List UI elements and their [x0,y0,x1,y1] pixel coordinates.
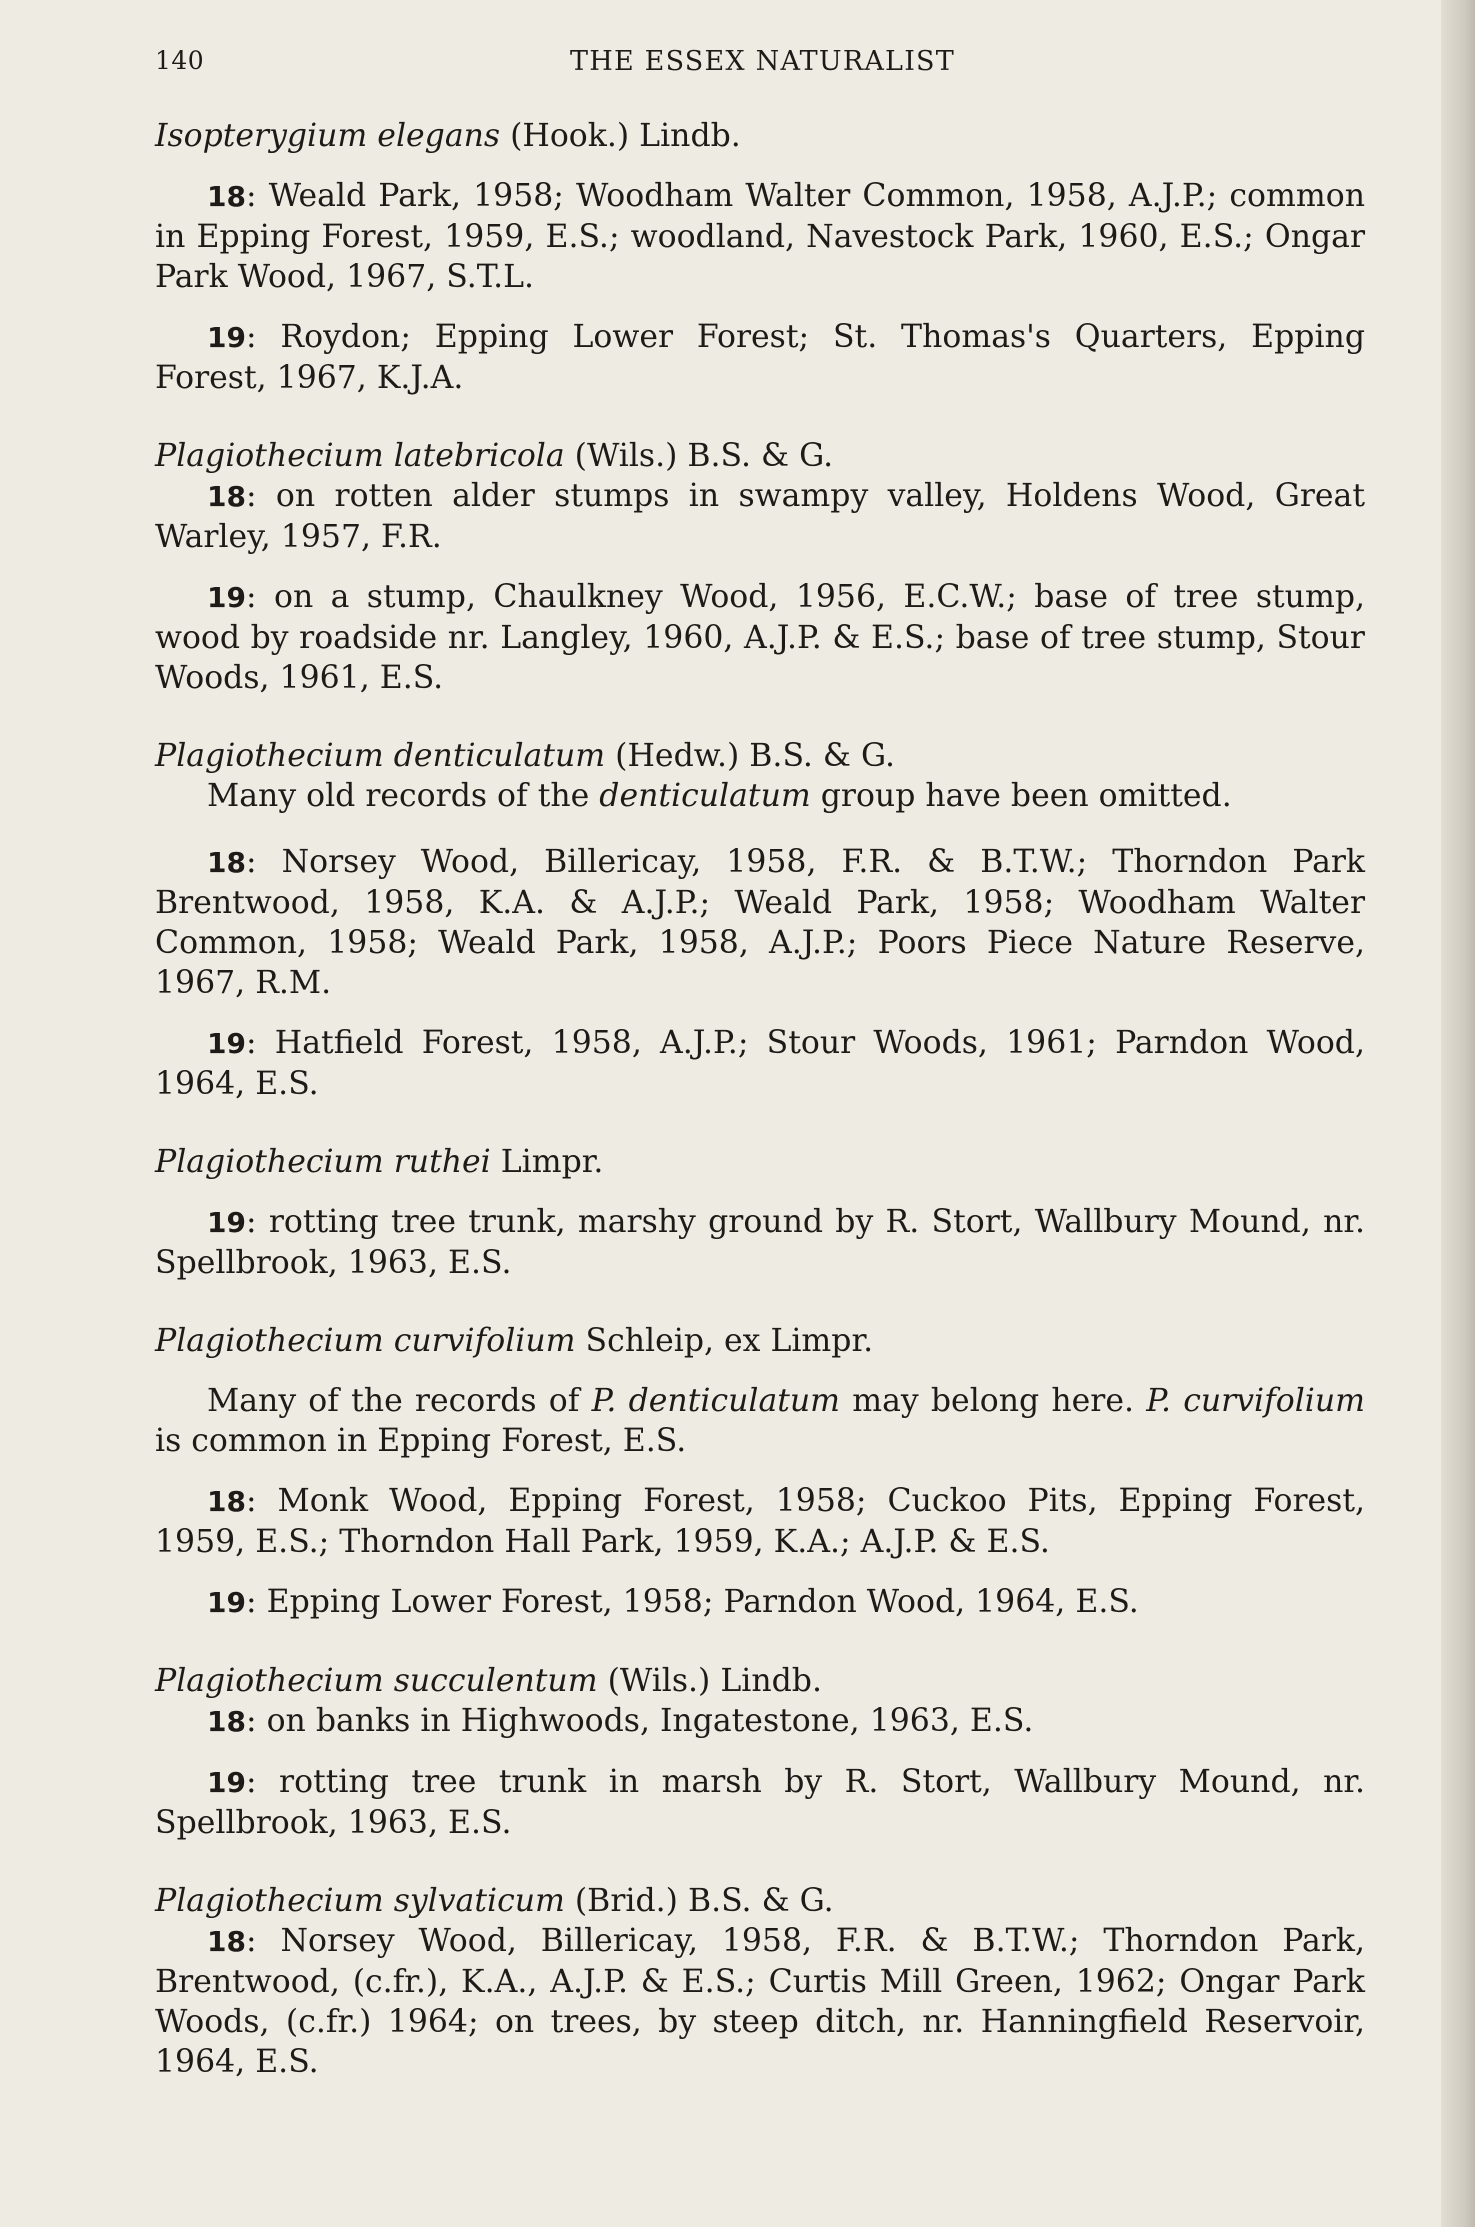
species-name: Plagiothecium ruthei [155,1144,491,1180]
page-header [155,46,1370,86]
record-text: : Norsey Wood, Billericay, 1958, F.R. & B.T.W.; Thorndon Park Brentwood, 1958, K.A. & A.J.P.; Weald Park, 1958; Woodham Walter Common, 1958; Weald Park, 1958, A.J.P.; Poors Piece Nature Reserve, 1967, R.M. [155,844,1365,1001]
record-paragraph [155,1202,1365,1283]
region-number: 18 [207,180,246,213]
record-text: : on rotten alder stumps in swampy valley, Holdens Wood, Great Warley, 1957, F.R. [155,478,1365,555]
editorial-note: Many old records of the denticulatum group have been omitted. [207,778,1232,814]
record-text: : rotting tree trunk, marshy ground by R. Stort, Wallbury Mound, nr. Spellbrook, 1963, E.S. [155,1204,1365,1281]
record-text: : Weald Park, 1958; Woodham Walter Common, 1958, A.J.P.; common in Epping Forest, 1959, E.S.; woodland, Navestock Park, 1960, E.S.; Ongar Park Wood, 1967, S.T.L. [155,178,1365,295]
species-authority: (Hook.) Lindb. [510,118,741,154]
species-heading [155,1142,1365,1182]
record-paragraph [155,1582,1365,1623]
page-gutter-shadow [1441,0,1475,2227]
record-paragraph [155,842,1365,1003]
record-paragraph [155,1762,1365,1843]
region-number: 19 [207,1027,246,1060]
species-entry [155,1661,1365,1843]
species-authority: (Brid.) B.S. & G. [574,1883,834,1919]
record-paragraph [155,1701,1365,1742]
italic-taxon: denticulatum [599,778,811,814]
record-text: : Hatfield Forest, 1958, A.J.P.; Stour Woods, 1961; Parndon Wood, 1964, E.S. [155,1025,1365,1102]
region-number: 19 [207,581,246,614]
region-number: 18 [207,1925,246,1958]
record-paragraph [155,577,1365,698]
record-text: : on banks in Highwoods, Ingatestone, 1963, E.S. [245,1703,1034,1739]
species-entry [155,1142,1365,1283]
italic-taxon: P. curvifolium [1146,1383,1366,1419]
record-paragraph [155,1023,1365,1104]
region-number: 18 [207,1705,246,1738]
editorial-note: Many of the records of P. denticulatum may belong here. P. curvifolium is common in Epping Forest, E.S. [155,1383,1366,1459]
species-authority: Schleip, ex Limpr. [585,1323,874,1359]
species-entry [155,436,1365,698]
species-authority: (Hedw.) B.S. & G. [615,738,896,774]
species-heading [155,1881,1365,1921]
region-number: 19 [207,321,246,354]
record-paragraph [155,317,1365,398]
species-heading [155,1321,1365,1361]
species-name: Plagiothecium denticulatum [155,738,606,774]
species-authority: (Wils.) B.S. & G. [574,438,834,474]
record-text: : Monk Wood, Epping Forest, 1958; Cuckoo Pits, Epping Forest, 1959, E.S.; Thorndon Hall Park, 1959, K.A.; A.J.P. & E.S. [155,1483,1365,1560]
region-number: 19 [207,1206,246,1239]
species-authority: Limpr. [500,1144,604,1180]
species-name: Plagiothecium curvifolium [155,1323,576,1359]
species-heading [155,436,1365,476]
species-name: Isopterygium elegans [155,118,501,154]
species-name: Plagiothecium succulentum [155,1663,598,1699]
record-text: : rotting tree trunk in marsh by R. Stort, Wallbury Mound, nr. Spellbrook, 1963, E.S. [155,1764,1365,1841]
species-name: Plagiothecium sylvaticum [155,1883,565,1919]
record-paragraph [155,1481,1365,1562]
species-entry [155,736,1365,1104]
record-paragraph [155,1921,1365,2082]
species-entry [155,1881,1365,2082]
region-number: 19 [207,1766,246,1799]
record-text: : Epping Lower Forest, 1958; Parndon Wood, 1964, E.S. [245,1584,1139,1620]
record-text: : on a stump, Chaulkney Wood, 1956, E.C.W.; base of tree stump, wood by roadside nr. Langley, 1960, A.J.P. & E.S.; base of tree stump, Stour Woods, 1961, E.S. [155,579,1365,696]
region-number: 18 [207,480,246,513]
species-heading [155,1661,1365,1701]
species-entry [155,1321,1365,1623]
region-number: 18 [207,1485,246,1518]
page-number: 140 [155,46,205,75]
record-text: : Norsey Wood, Billericay, 1958, F.R. & B.T.W.; Thorndon Park, Brentwood, (c.fr.), K.A., A.J.P. & E.S.; Curtis Mill Green, 1962; Ongar Park Woods, (c.fr.) 1964; on trees, by steep ditch, nr. Hanningfield Reservoir, 1964, E.S. [155,1923,1365,2080]
running-title: THE ESSEX NATURALIST [570,46,955,77]
record-text: : Roydon; Epping Lower Forest; St. Thomas's Quarters, Epping Forest, 1967, K.J.A. [155,319,1365,396]
region-number: 19 [207,1586,246,1619]
record-paragraph [155,176,1365,297]
species-entry [155,116,1365,398]
record-paragraph [155,476,1365,557]
italic-taxon: P. denticulatum [591,1383,841,1419]
species-heading [155,736,1365,776]
species-authority: (Wils.) Lindb. [607,1663,822,1699]
species-heading [155,116,1365,156]
species-name: Plagiothecium latebricola [155,438,565,474]
article-body [155,116,1365,2082]
region-number: 18 [207,846,246,879]
